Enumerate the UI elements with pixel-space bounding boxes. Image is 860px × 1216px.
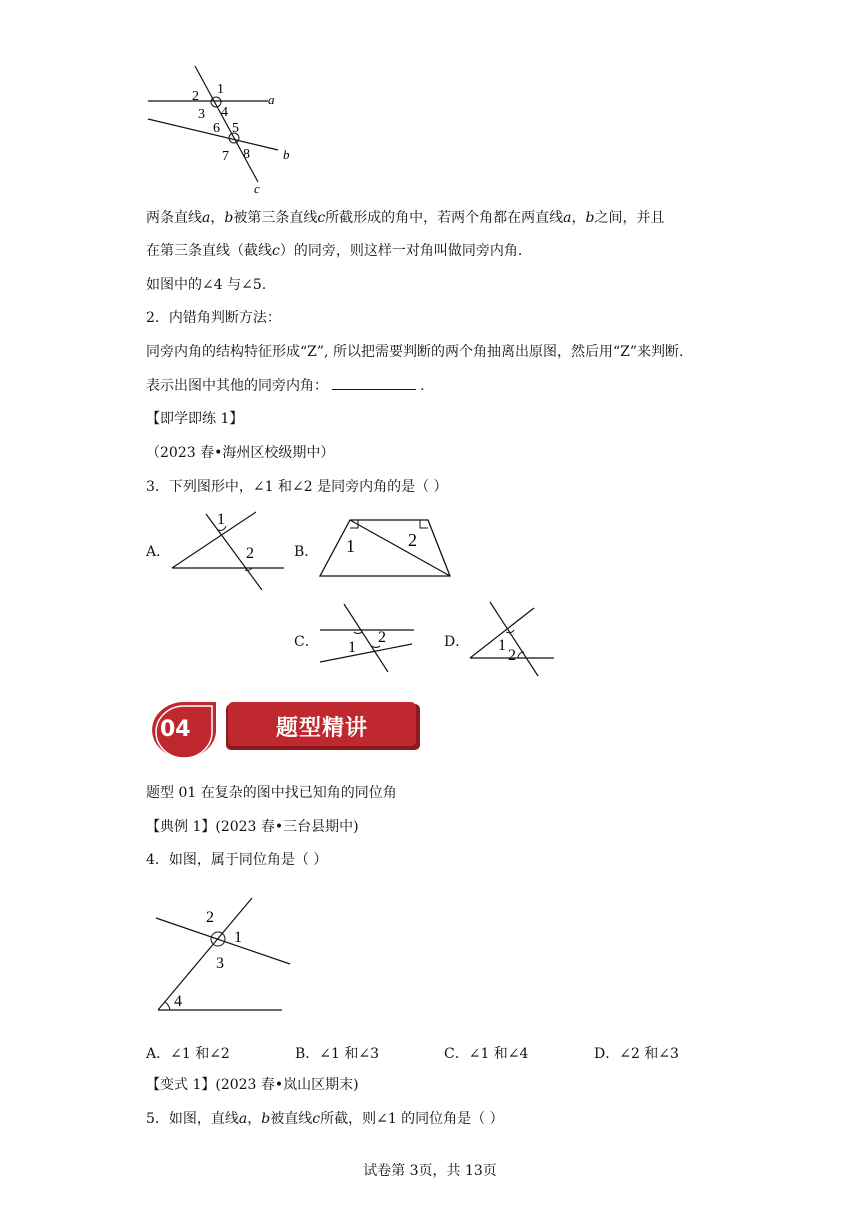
option-a-angle-1: 1: [217, 511, 225, 528]
line-label-a: a: [268, 92, 275, 107]
example1-option-d: D．∠2 和∠3: [594, 1046, 679, 1062]
section-title: 题型精讲: [275, 716, 368, 741]
angle-label-3: 3: [198, 107, 205, 122]
line-label-c: c: [254, 181, 260, 196]
line-c: [195, 66, 258, 182]
method-text: 同旁内角的结构特征形成“Z”, 所以把需要判断的两个角抽离出原图，然后用“Z”来判断.: [146, 344, 684, 360]
answer-blank[interactable]: [332, 377, 416, 390]
section-number: 04: [160, 717, 191, 742]
definition-example: 如图中的∠4 与∠5.: [146, 277, 267, 293]
option-d-angle-2: 2: [508, 647, 516, 664]
figure-transversal-eight-angles: [140, 62, 310, 200]
angle-label-4: 4: [221, 105, 228, 120]
example1-angle-3: 3: [216, 955, 224, 972]
example1-angle-2: 2: [206, 909, 214, 926]
angle-label-6: 6: [213, 121, 220, 136]
variant1-heading: 【变式 1】(2023 春•岚山区期末): [146, 1077, 359, 1093]
method-ask: 表示出图中其他的同旁内角： .: [146, 378, 425, 394]
definition-line-2: 在第三条直线（截线c）的同旁，则这样一对角叫做同旁内角.: [146, 243, 523, 259]
definition-line-1: 两条直线a，b被第三条直线c所截形成的角中，若两个角都在两直线a，b之间，并且: [146, 210, 665, 226]
angle-label-1: 1: [217, 82, 224, 97]
option-a-label: A．: [146, 544, 171, 560]
method-title: 2．内错角判断方法：: [146, 310, 281, 326]
practice-source: （2023 春•海州区校级期中）: [146, 445, 335, 461]
example1-option-a: A．∠1 和∠2: [146, 1046, 230, 1062]
type01-title: 题型 01 在复杂的图中找已知角的同位角: [146, 785, 397, 801]
page-footer: 试卷第 3页，共 13页: [363, 1163, 497, 1179]
line-label-b: b: [283, 147, 290, 162]
option-d-angle-1: 1: [498, 637, 506, 654]
angle-label-5: 5: [232, 121, 239, 136]
angle-label-8: 8: [243, 147, 250, 162]
option-b-figure: [316, 514, 456, 580]
example1-angle-4: 4: [174, 993, 182, 1010]
option-d-figure: [466, 598, 558, 680]
option-c-figure: [316, 600, 420, 676]
option-c-label: C．: [294, 634, 319, 650]
option-a-figure: [166, 508, 290, 594]
option-a-angle-2: 2: [246, 545, 254, 562]
option-d-label: D．: [444, 634, 470, 650]
example1-question: 4．如图，属于同位角是（ ）: [146, 852, 328, 868]
angle-label-7: 7: [222, 149, 229, 164]
practice-question: 3．下列图形中，∠1 和∠2 是同旁内角的是（ ）: [146, 479, 448, 495]
example1-option-b: B．∠1 和∠3: [295, 1046, 380, 1062]
option-c-angle-2: 2: [378, 629, 386, 646]
variant1-question: 5．如图，直线a，b被直线c所截，则∠1 的同位角是（ ）: [146, 1111, 504, 1127]
option-c-angle-1: 1: [348, 639, 356, 656]
example1-heading: 【典例 1】(2023 春•三台县期中): [146, 819, 359, 835]
option-b-label: B．: [294, 544, 319, 560]
angle-label-2: 2: [192, 89, 199, 104]
example1-option-c: C．∠1 和∠4: [444, 1046, 529, 1062]
practice-heading: 【即学即练 1】: [146, 411, 244, 427]
example1-angle-1: 1: [234, 929, 242, 946]
option-b-angle-1: 1: [346, 536, 355, 556]
option-b-angle-2: 2: [408, 530, 417, 550]
example1-figure: [150, 890, 300, 1020]
